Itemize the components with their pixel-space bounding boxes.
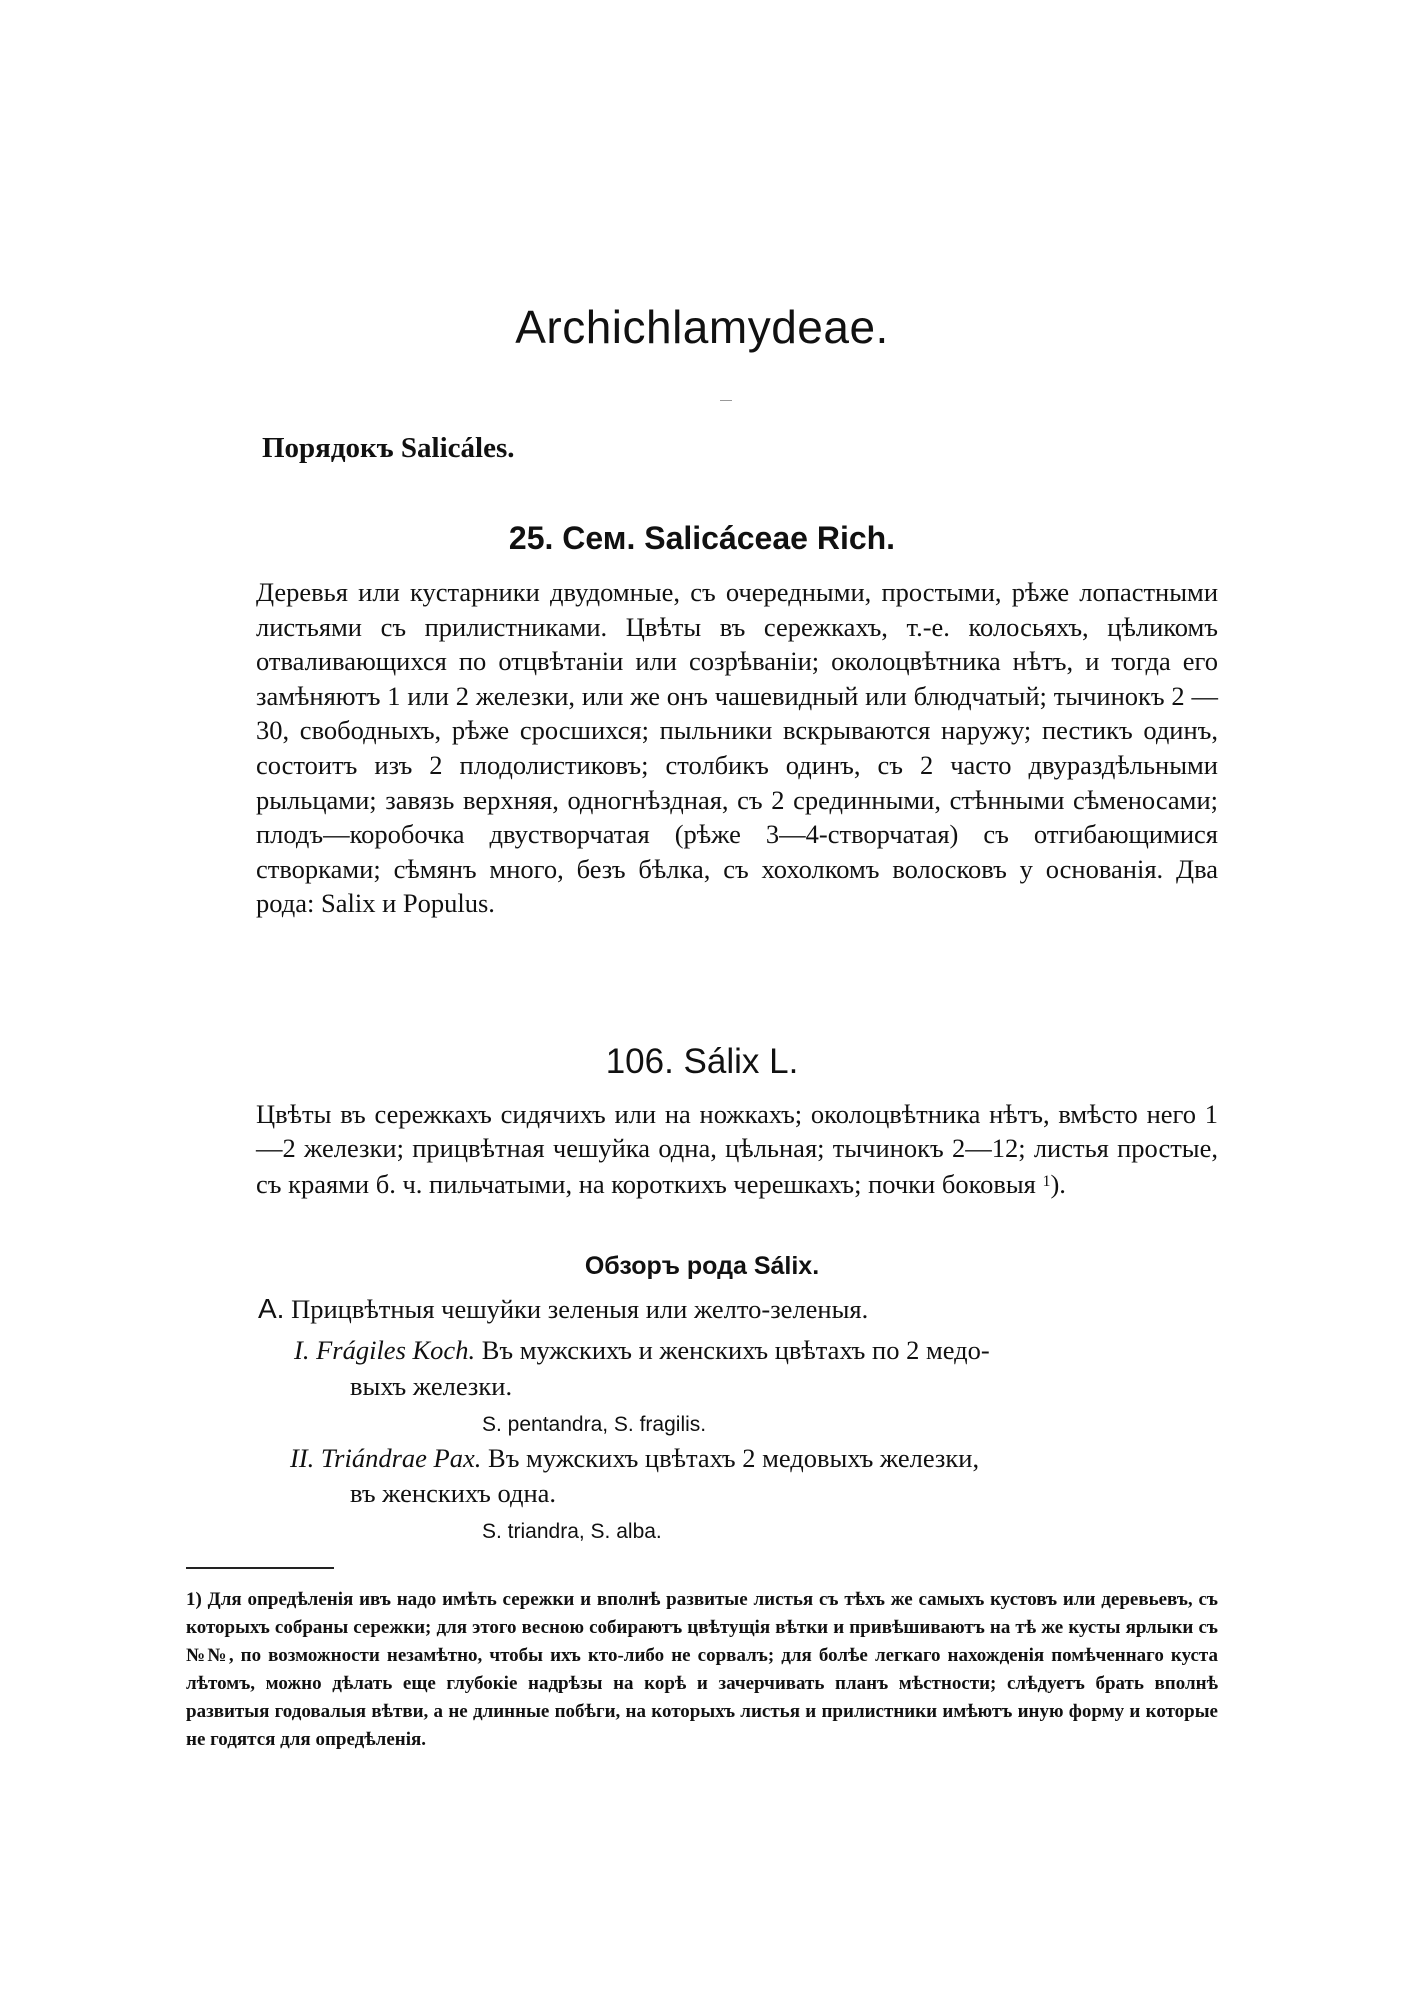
section-1-text: Въ мужскихъ и женскихъ цвѣтахъ по 2 медо- <box>481 1335 990 1365</box>
section-2-number: II. <box>290 1443 315 1473</box>
order-heading: Порядокъ Salicáles. <box>262 432 515 464</box>
decorative-dash <box>720 400 732 401</box>
overview-heading: Обзоръ рода Sálix. <box>584 1252 820 1280</box>
section-1-line <box>294 1335 1218 1366</box>
section-2-line <box>290 1443 1218 1474</box>
page-heading: Archichlamydeae. <box>515 301 889 353</box>
footnote-divider <box>186 1567 334 1569</box>
footnote-text: ) Для опредѣленія ивъ надо имѣть сережки и вполнѣ развитые листья съ тѣхъ же самыхъ кустовъ или деревьевъ, съ которыхъ собраны сережки; для этого весною собираютъ цвѣтущія вѣтки и привѣшиваютъ на тѣ же кусты ярлыки съ №№, по возможности незамѣтно, чтобы ихъ кто-либо не сорвалъ; для болѣе легкаго нахожденія помѣченнаго куста лѣтомъ, можно дѣлать еще глубокіе надрѣзы на корѣ и зачерчивать планъ мѣстности; слѣдуетъ брать вполнѣ развитыя годовалыя вѣтви, а не длинные побѣги, на которыхъ листья и прилистники имѣютъ иную форму и которые не годятся для опредѣленія. <box>186 1589 1218 1750</box>
footnote-reference[interactable]: 1 <box>1042 1173 1051 1190</box>
footnote-mark: 1 <box>186 1589 196 1610</box>
genus-heading: 106. Sálix L. <box>605 1042 799 1081</box>
section-1-continuation: выхъ железки. <box>350 1371 513 1401</box>
section-2-text: Въ мужскихъ цвѣтахъ 2 медовыхъ железки, <box>488 1443 980 1473</box>
section-2-name: Triándrae Pax. <box>320 1443 482 1473</box>
section-1-species: S. pentandra, S. fragilis. <box>482 1413 707 1436</box>
family-heading: 25. Сем. Salicáceae Rich. <box>508 520 896 556</box>
key-item-a <box>258 1293 868 1325</box>
genus-description-end: ). <box>1050 1169 1066 1199</box>
key-letter: A. <box>258 1293 285 1324</box>
footnote <box>186 1586 1218 1754</box>
family-description: Деревья или кустарники двудомные, съ очередными, простыми, рѣже лопастными листьями съ прилистниками. Цвѣты въ сережкахъ, т.-е. колосьяхъ, цѣликомъ отваливающихся по отцвѣтаніи или созрѣваніи; околоцвѣтника нѣтъ, и тогда его замѣняютъ 1 или 2 железки, или же онъ чашевидный или блюдчатый; тычинокъ 2 — 30, свободныхъ, рѣже сросшихся; пыльники вскрываются наружу; пестикъ одинъ, состоитъ изъ 2 плодолистиковъ; столбикъ одинъ, съ 2 часто двураздѣльными рыльцами; завязь верхняя, одногнѣздная, съ 2 срединными, стѣнными сѣменосами; плодъ—коробочка двустворчатая (рѣже 3—4-створчатая) съ отгибающимися створками; сѣмянъ много, безъ бѣлка, съ хохолкомъ волосковъ у основанія. Два рода: Salix и Populus. <box>256 577 1218 919</box>
section-1-name: Frágiles Koch. <box>316 1335 476 1365</box>
key-text: Прицвѣтныя чешуйки зеленыя или желто-зеленыя. <box>291 1294 869 1324</box>
section-2-continuation: въ женскихъ одна. <box>350 1478 557 1508</box>
section-2-species: S. triandra, S. alba. <box>482 1520 662 1543</box>
genus-description-text: Цвѣты въ сережкахъ сидячихъ или на ножкахъ; околоцвѣтника нѣтъ, вмѣсто него 1—2 железки; прицвѣтная чешуйка одна, цѣльная; тычинокъ 2—12; листья простые, съ краями б. ч. пильчатыми, на короткихъ черешкахъ; почки боковыя <box>256 1099 1218 1199</box>
genus-description <box>256 1097 1218 1201</box>
section-1-number: I. <box>294 1335 310 1365</box>
